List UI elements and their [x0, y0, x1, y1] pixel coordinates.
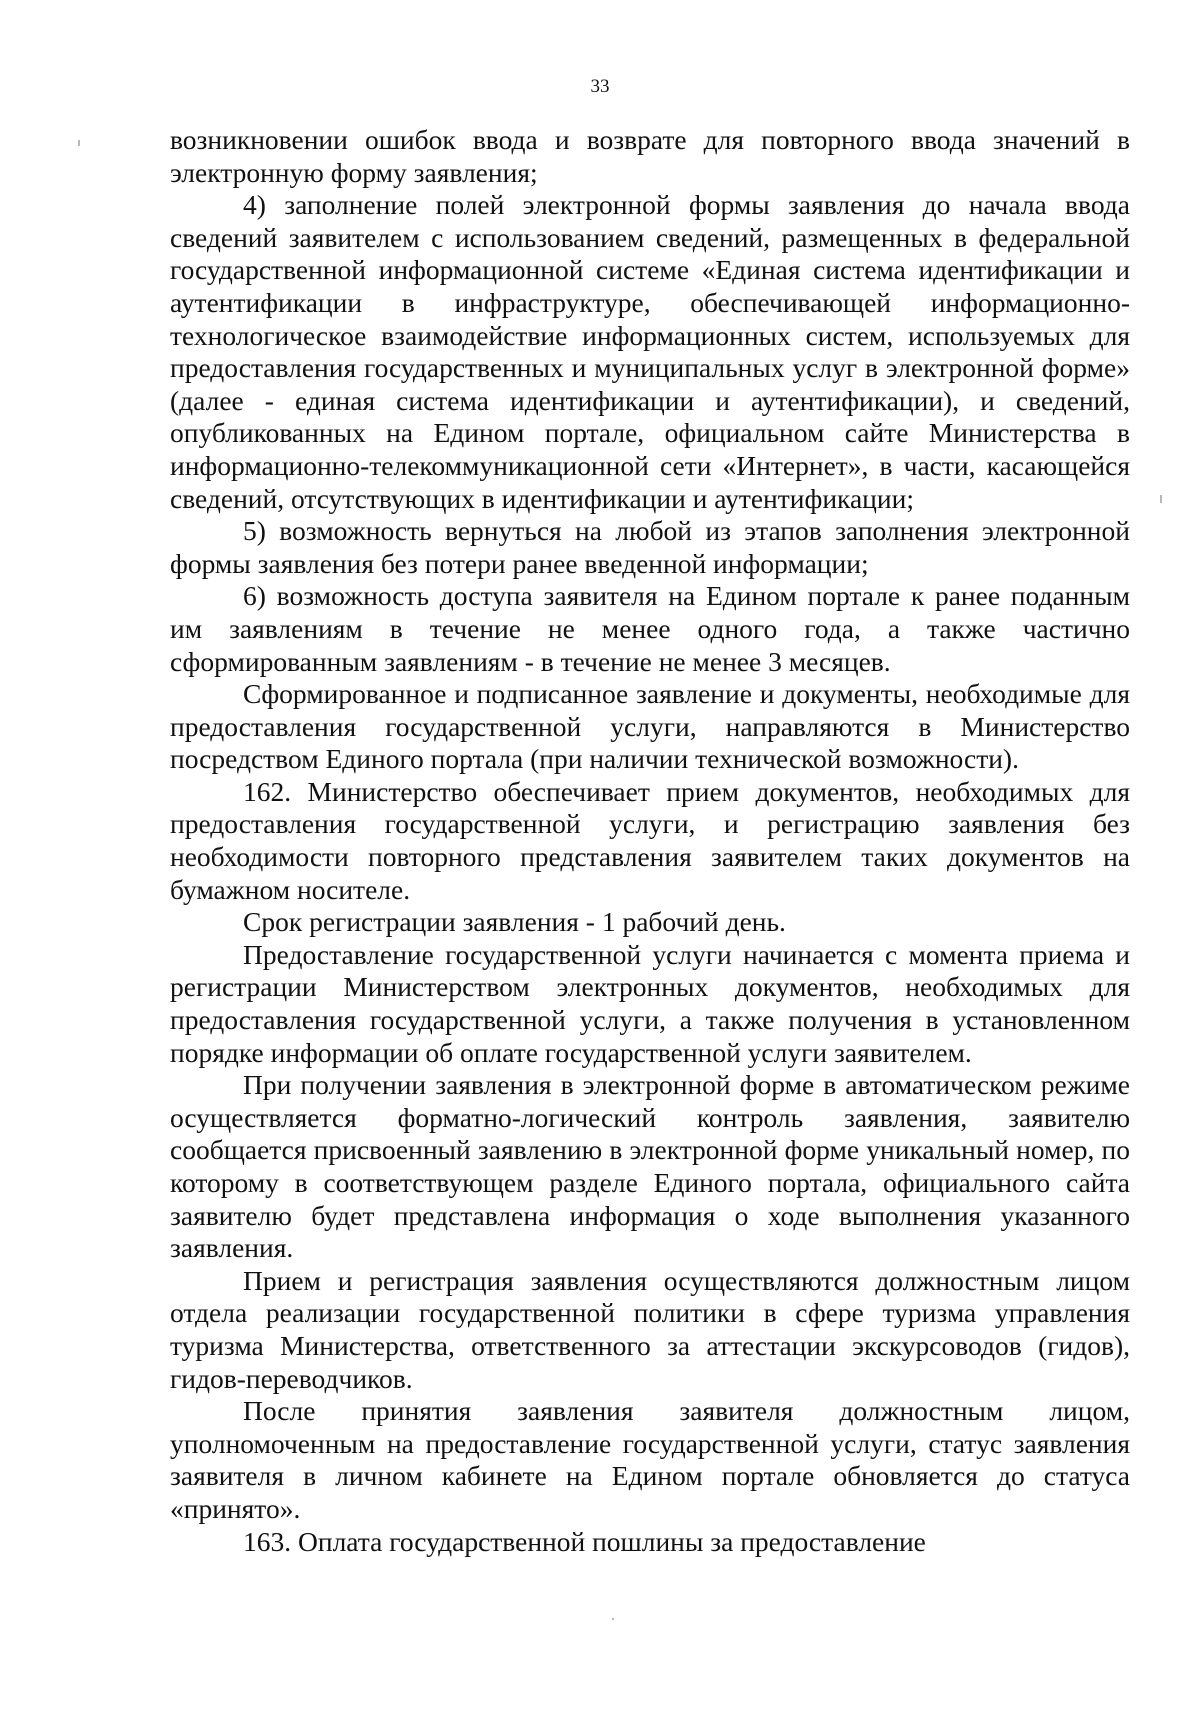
scan-mark — [1160, 495, 1162, 503]
scan-mark — [612, 1618, 614, 1620]
paragraph-162: 162. Министерство обеспечивает прием документов, необходимых для предоставления государственной услуги, и регистрацию заявления без необходимости повторного представления заявителем таких документов на бумажном носителе. — [170, 775, 1130, 905]
paragraph-format-control: При получении заявления в электронной форме в автоматическом режиме осуществляется форматно-логический контроль заявления, заявителю сообщается присвоенный заявлению в электронной форме уникальный номер, по которому в соответствующем разделе Единого портала, официального сайта заявителю будет представлена информация о ходе выполнения указанного заявления. — [170, 1069, 1130, 1264]
paragraph-163: 163. Оплата государственной пошлины за предоставление — [243, 1525, 926, 1557]
scan-mark — [78, 140, 80, 146]
paragraph-item-5: 5) возможность вернуться на любой из этапов заполнения электронной формы заявления без потери ранее введенной информации; — [170, 515, 1130, 579]
paragraph-submission: Сформированное и подписанное заявление и документы, необходимые для предоставления государственной услуги, направляются в Министерство посредством Единого портала (при наличии технической возможности). — [170, 678, 1130, 775]
paragraph-service-start: Предоставление государственной услуги начинается с момента приема и регистрации Министерством электронных документов, необходимых для предоставления государственной услуги, а также получения в установленном порядке информации об оплате государственной услуги заявителем. — [170, 938, 1130, 1068]
paragraph-item-6: 6) возможность доступа заявителя на Едином портале к ранее поданным им заявлениям в течение не менее одного года, а также частично сформированным заявлениям - в течение не менее 3 месяцев. — [170, 580, 1130, 677]
paragraph-continuation: возникновении ошибок ввода и возврате для повторного ввода значений в электронную форму заявления; — [170, 124, 1130, 188]
paragraph-registration-term: Срок регистрации заявления - 1 рабочий день. — [243, 906, 786, 938]
paragraph-item-4: 4) заполнение полей электронной формы заявления до начала ввода сведений заявителем с использованием сведений, размещенных в федеральной государственной информационной системе «Единая система идентификации и аутентификации в инфраструктуре, обеспечивающей информационно-технологическое взаимодействие информационных систем, используемых для предоставления государственных и муниципальных услуг в электронной форме» (далее - единая система идентификации и аутентификации), и сведений, опубликованных на Едином портале, официальном сайте Министерства в информационно-телекоммуникационной сети «Интернет», в части, касающейся сведений, отсутствующих в идентификации и аутентификации; — [170, 189, 1130, 514]
paragraph-status-update: После принятия заявления заявителя должностным лицом, уполномоченным на предоставление государственной услуги, статус заявления заявителя в личном кабинете на Едином портале обновляется до статуса «принято». — [170, 1395, 1130, 1524]
paragraph-reception: Прием и регистрация заявления осуществляются должностным лицом отдела реализации государственной политики в сфере туризма управления туризма Министерства, ответственного за аттестации экскурсоводов (гидов), гидов-переводчиков. — [170, 1264, 1130, 1394]
page-number: 33 — [590, 76, 610, 97]
document-body — [170, 124, 1130, 1558]
